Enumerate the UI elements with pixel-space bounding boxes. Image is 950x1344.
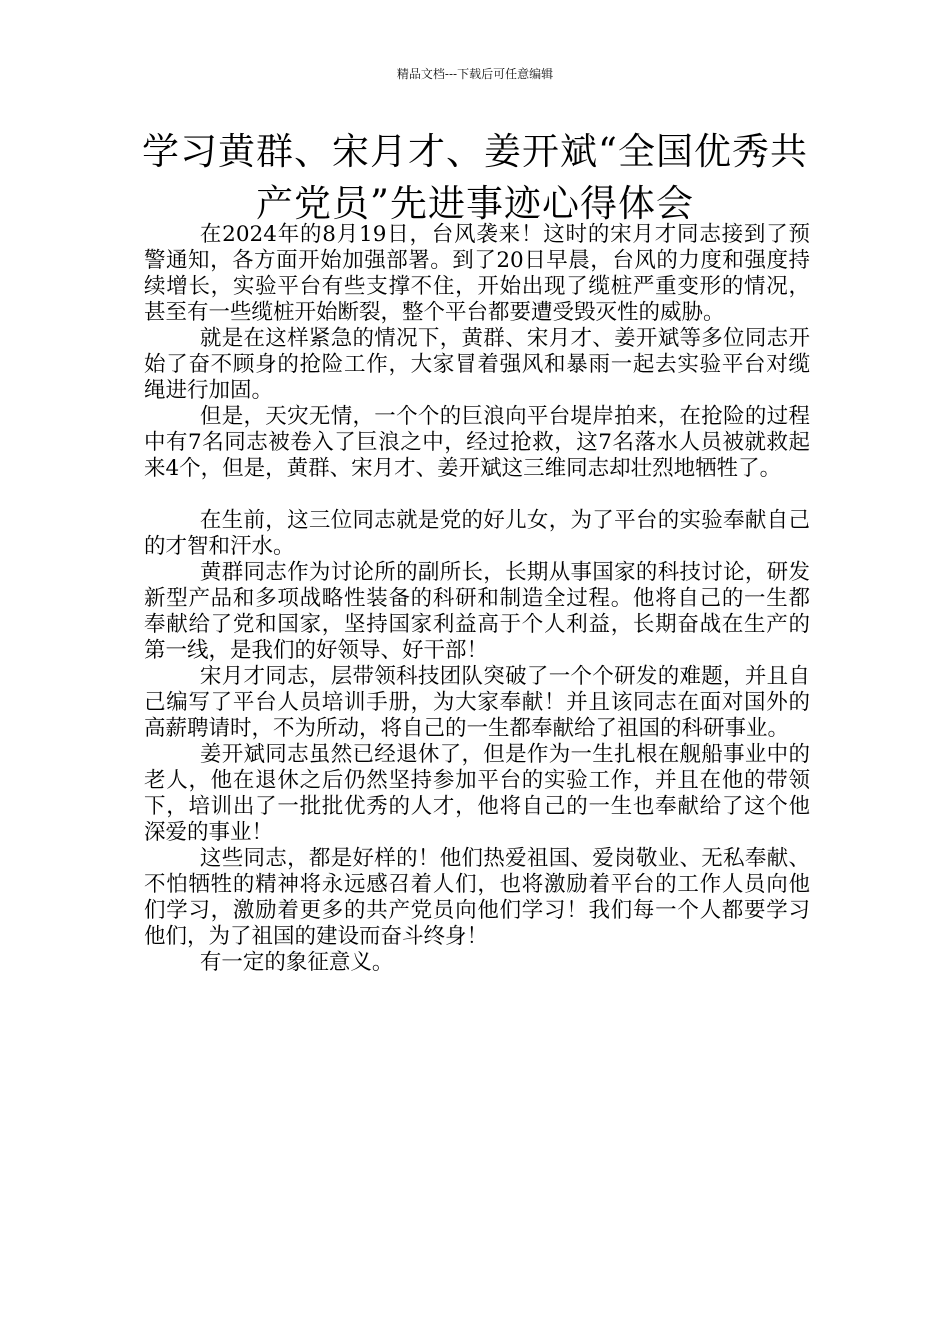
paragraph-5: 黄群同志作为讨论所的副所长，长期从事国家的科技讨论，研发新型产品和多项战略性装备的科研和制造全过程。他将自己的一生都奉献给了党和国家，坚持国家利益高于个人利益，长期奋战在生产的第一线，是我们的好领导、好干部！ — [144, 560, 810, 663]
paragraph-7: 姜开斌同志虽然已经退休了，但是作为一生扎根在舰船事业中的老人，他在退休之后仍然坚持参加平台的实验工作，并且在他的带领下，培训出了一批批优秀的人才，他将自己的一生也奉献给了这个他深爱的事业！ — [144, 742, 810, 845]
document-title: 学习黄群、宋月才、姜开斌“全国优秀共产党员”先进事迹心得体会 — [142, 130, 808, 225]
paragraph-8: 这些同志，都是好样的！他们热爱祖国、爱岗敬业、无私奉献、不怕牺牲的精神将永远感召着人们，也将激励着平台的工作人员向他们学习，激励着更多的共产党员向他们学习！我们每一个人都要学习他们，为了祖国的建设而奋斗终身！ — [144, 846, 810, 949]
document-body — [144, 222, 810, 976]
paragraph-3: 但是，天灾无情，一个个的巨浪向平台堤岸拍来，在抢险的过程中有7名同志被卷入了巨浪之中，经过抢救，这7名落水人员被就救起来4个，但是，黄群、宋月才、姜开斌这三维同志却壮烈地牺牲了。 — [144, 404, 810, 481]
paragraph-9: 有一定的象征意义。 — [199, 950, 394, 975]
paragraph-2: 就是在这样紧急的情况下，黄群、宋月才、姜开斌等多位同志开始了奋不顾身的抢险工作，大家冒着强风和暴雨一起去实验平台对缆绳进行加固。 — [144, 326, 810, 403]
paragraph-4: 在生前，这三位同志就是党的好儿女，为了平台的实验奉献自己的才智和汗水。 — [144, 508, 810, 559]
paragraph-6: 宋月才同志，层带领科技团队突破了一个个研发的难题，并且自己编写了平台人员培训手册，为大家奉献！并且该同志在面对国外的高薪聘请时，不为所动，将自己的一生都奉献给了祖国的科研事业。 — [144, 664, 810, 741]
header-note: 精品文档---下载后可任意编辑 — [396, 67, 554, 81]
paragraph-1: 在2024年的8月19日，台风袭来！这时的宋月才同志接到了预警通知，各方面开始加强部署。到了20日早晨，台风的力度和强度持续增长，实验平台有些支撑不住，开始出现了缆桩严重变形的情况，甚至有一些缆桩开始断裂，整个平台都要遭受毁灭性的威胁。 — [144, 222, 810, 325]
